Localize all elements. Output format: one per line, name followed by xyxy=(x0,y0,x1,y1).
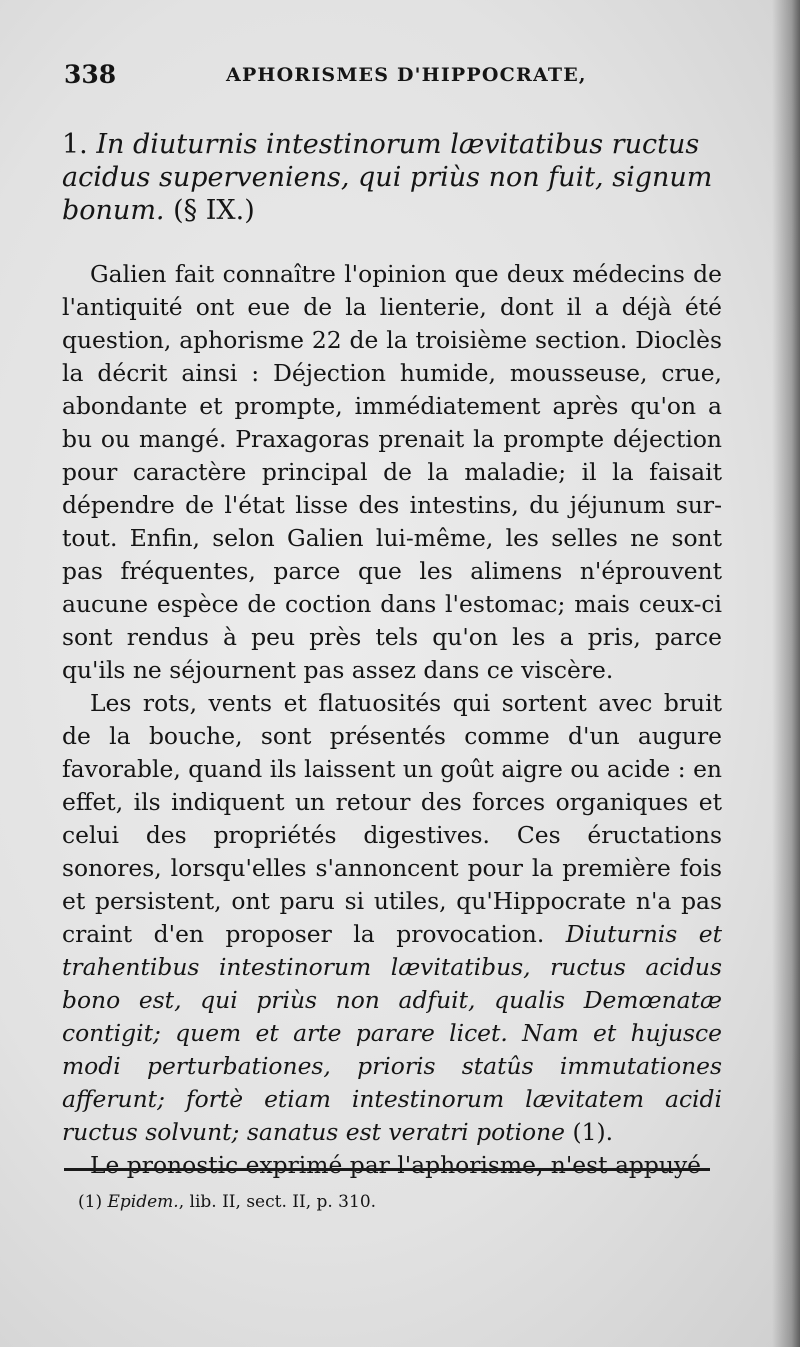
aphorism-latin: In diuturnis intestinorum lævitatibus ructus acidus superveniens, qui priùs non fuit, signum bonum. xyxy=(62,129,713,226)
page-number: 338 xyxy=(64,60,117,89)
aphorism-number: 1. xyxy=(62,129,88,160)
paragraph-2 xyxy=(62,687,722,1149)
footnote-details: , lib. II, sect. II, p. 310. xyxy=(178,1192,377,1212)
footnote-rule xyxy=(64,1168,710,1171)
page-edge-shadow xyxy=(772,0,800,1347)
footnote-marker: (1) xyxy=(78,1192,103,1212)
paragraph-2-latin-quote: Diuturnis et trahentibus intestinorum lævitatibus, ructus acidus bono est, qui priùs non adfuit, qualis Demœnatæ contigit; quem et arte parare licet. Nam et hujusce modi perturbationes, prioris statûs immutationes afferunt; fortè etiam intestinorum lævitatem acidi ructus solvunt; sanatus est veratri potione xyxy=(62,920,722,1146)
aphorism-text xyxy=(62,128,722,227)
aphorism-reference: (§ IX.) xyxy=(173,195,255,226)
paragraph-2-text: Les rots, vents et flatuosités qui sortent avec bruit de la bouche, sont présentés comme d'un augure favorable, quand ils laissent un goût aigre ou acide : en effet, ils indiquent un retour des forces organiques et celui des propriétés digestives. Ces éructations sonores, lorsqu'elles s'annoncent pour la première fois et persistent, ont paru si utiles, qu'Hippocrate n'a pas craint d'en proposer la provocation. xyxy=(62,689,722,948)
paragraph-3: Le pronostic exprimé par l'aphorisme, n'est appuyé xyxy=(90,1151,702,1179)
paragraph-1: Galien fait connaître l'opinion que deux médecins de l'antiquité ont eue de la lienterie, dont il a déjà été question, aphorisme 22 de la troisième section. Dioclès la décrit ainsi : Déjection humide, mousseuse, crue, abondante et prompte, immédiatement après qu'on a bu ou mangé. Praxagoras prenait la prompte déjection pour caractère principal de la maladie; il la faisait dépendre de l'état lisse des intestins, du jéjunum sur-tout. Enfin, selon Galien lui-même, les selles ne sont pas fréquentes, parce que les alimens n'éprouvent aucune espèce de coction dans l'estomac; mais ceux-ci sont rendus à peu près tels qu'on les a pris, parce qu'ils ne séjournent pas assez dans ce viscère. xyxy=(62,260,722,684)
running-title: APHORISMES D'HIPPOCRATE, xyxy=(226,64,587,86)
footnote-reference: (1). xyxy=(572,1118,614,1146)
footnote xyxy=(78,1190,376,1214)
commentary-text xyxy=(62,258,722,1182)
footnote-source: Epidem. xyxy=(107,1192,179,1212)
page-header xyxy=(64,60,704,94)
